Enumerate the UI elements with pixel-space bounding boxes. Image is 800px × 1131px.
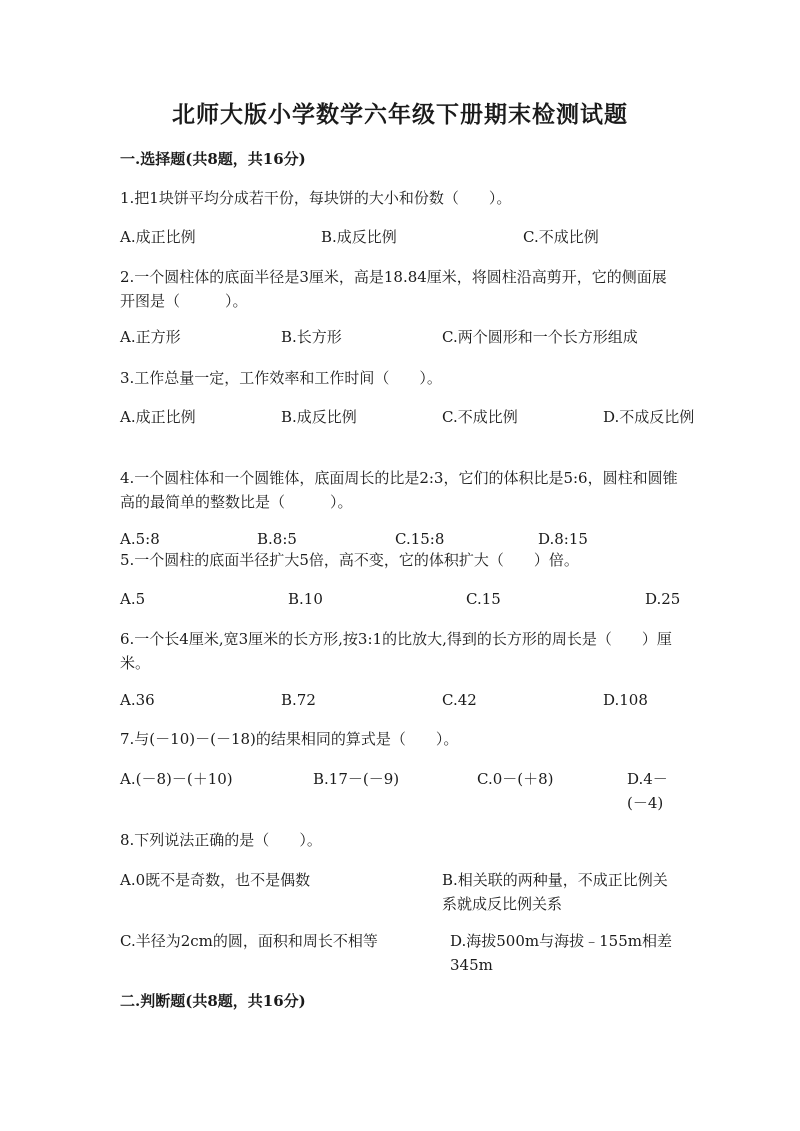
- option-b: B.72: [281, 691, 316, 709]
- option-d: D.8:15: [538, 530, 588, 548]
- option-a: A.成正比例: [120, 228, 196, 246]
- option-c: C.不成比例: [523, 228, 599, 246]
- option-d: D.25: [645, 590, 681, 608]
- option-a: A.5:8: [120, 530, 160, 548]
- page-title: 北师大版小学数学六年级下册期末检测试题: [172, 101, 628, 128]
- option-c: C.两个圆形和一个长方形组成: [442, 328, 638, 346]
- option-c: C.15:8: [395, 530, 445, 548]
- option-c: C.0－(＋8): [477, 770, 554, 788]
- option-b: B.成反比例: [281, 408, 357, 426]
- option-a: A.(－8)－(＋10): [120, 770, 233, 788]
- option-a: A.0既不是奇数，也不是偶数: [120, 871, 311, 889]
- question-5: 5.一个圆柱的底面半径扩大5倍，高不变，它的体积扩大（ ）倍。: [120, 551, 579, 569]
- option-d: D.海拔500m与海拔﹣155m相差345m: [450, 932, 672, 974]
- option-c: C.半径为2cm的圆，面积和周长不相等: [120, 932, 378, 950]
- question-7: 7.与(－10)－(－18)的结果相同的算式是（ ）。: [120, 730, 459, 748]
- question-4: 4.一个圆柱体和一个圆锥体，底面周长的比是2:3，它们的体积比是5:6，圆柱和圆锥高的最简单的整数比是（ ）。: [120, 469, 678, 511]
- question-8: 8.下列说法正确的是（ ）。: [120, 831, 322, 849]
- question-6: 6.一个长4厘米,宽3厘米的长方形,按3:1的比放大,得到的长方形的周长是（ ）厘米。: [120, 630, 672, 672]
- option-b: B.10: [288, 590, 323, 608]
- option-d: D.不成反比例: [603, 408, 695, 426]
- option-b: B.成反比例: [321, 228, 397, 246]
- options-8-row1: [120, 868, 680, 916]
- option-b: B.长方形: [281, 328, 342, 346]
- option-b: B.17－(－9): [313, 770, 400, 788]
- question-2: 2.一个圆柱体的底面半径是3厘米，高是18.84厘米，将圆柱沿高剪开，它的侧面展开图是（ ）。: [120, 268, 667, 310]
- question-1: 1.把1块饼平均分成若干份，每块饼的大小和份数（ ）。: [120, 189, 512, 207]
- option-b: B.相关联的两种量，不成正比例关系就成反比例关系: [442, 871, 668, 913]
- option-c: C.不成比例: [442, 408, 518, 426]
- option-a: A.正方形: [120, 328, 181, 346]
- option-a: A.5: [120, 590, 146, 608]
- options-8-row2: [120, 929, 680, 977]
- option-c: C.15: [466, 590, 501, 608]
- section-heading-judgment: 二.判断题(共8题，共16分): [120, 992, 306, 1010]
- option-d: D.108: [603, 691, 648, 709]
- section-heading-choice: 一.选择题(共8题，共16分): [120, 150, 306, 168]
- option-c: C.42: [442, 691, 477, 709]
- options-3: [120, 405, 695, 453]
- option-d: D.4－(－4): [627, 770, 668, 812]
- option-b: B.8:5: [257, 530, 297, 548]
- option-a: A.成正比例: [120, 408, 196, 426]
- option-a: A.36: [120, 691, 155, 709]
- options-7: [120, 767, 680, 815]
- question-3: 3.工作总量一定，工作效率和工作时间（ ）。: [120, 369, 442, 387]
